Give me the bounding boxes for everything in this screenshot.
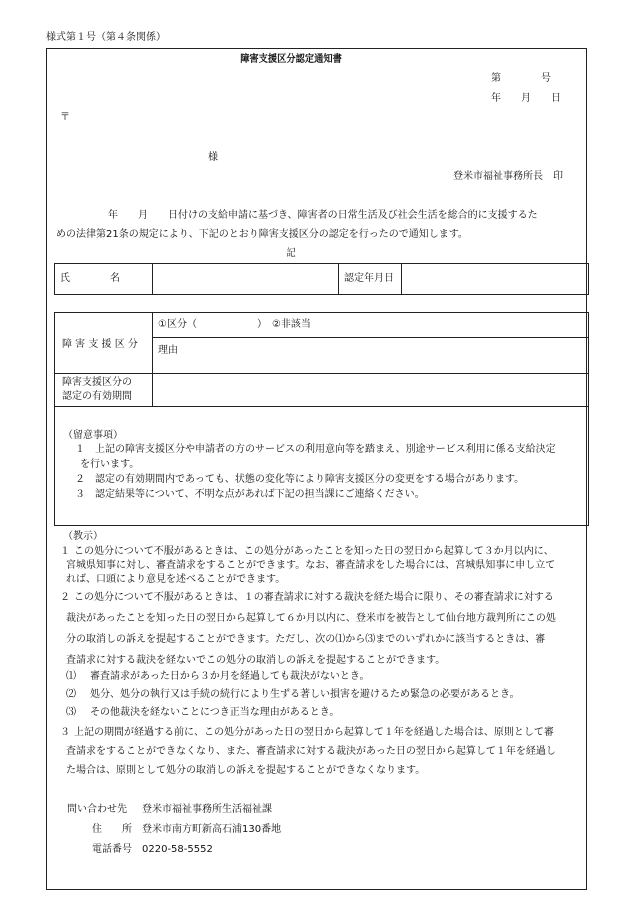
postal-mark: 〒 xyxy=(60,112,70,123)
note-1-text: 上記の障害支援区分や申請者の方のサービスの利用意向等を踏まえ、別途サービス利用に係る支給決定 xyxy=(95,444,556,455)
form-number: 様式第１号（第４条関係） xyxy=(46,32,166,43)
contact-phone-label: 電話番号 xyxy=(92,844,132,855)
subitem-1-text: 審査請求があった日から３か月を経過しても裁決がないとき。 xyxy=(90,671,370,682)
issuer-name: 登米市福祉事務所長 印 xyxy=(453,171,563,182)
note-2-text: 認定の有効期間内であっても、状態の変化等により障害支援区分の変更をする場合があります。 xyxy=(95,474,525,485)
instruction-3-line-2: 査請求をすることができなくなり、また、審査請求に対する裁決があった日の翌日から起算して１年を経過し xyxy=(66,746,556,757)
intro-line-2: めの法律第21条の規定により、下記のとおり障害支援区分の認定を行ったので通知します。 xyxy=(56,229,468,240)
instruction-2-line-3: 分の取消しの訴えを提起することができます。ただし、次の⑴から⑶までのいずれかに該当するときは、審 xyxy=(66,634,546,645)
issue-date: 年 月 日 xyxy=(491,93,561,104)
contact-dept-value: 登米市福祉事務所生活福祉課 xyxy=(142,804,272,815)
notes-heading: （留意事項） xyxy=(63,430,123,441)
subitem-3-text: その他裁決を経ないことにつき正当な理由があるとき。 xyxy=(90,707,340,718)
note-1-num: １ xyxy=(75,444,85,455)
instruction-3-line-1: 上記の期間が経過する前に、この処分があった日の翌日から起算して１年を経過した場合は、原則として審 xyxy=(74,727,554,738)
document-number: 第 号 xyxy=(491,73,551,84)
contact-dept-label: 問い合わせ先 xyxy=(67,804,127,815)
instruction-1-num: １ xyxy=(60,546,70,557)
instruction-3-num: ３ xyxy=(60,727,70,738)
support-category-choice[interactable]: ①区分（ ） ②非該当 xyxy=(158,319,311,330)
note-3-num: ３ xyxy=(75,489,85,500)
subitem-1-num: ⑴ xyxy=(66,671,76,682)
instruction-3-line-3: た場合は、原則として処分の取消しの訴えを提起することができなくなります。 xyxy=(66,765,426,776)
certification-date-label: 認定年月日 xyxy=(344,273,394,284)
subitem-2-text: 処分、処分の執行又は手続の続行により生ずる著しい損害を避けるため緊急の必要があるとき。 xyxy=(90,689,520,700)
intro-line-1: 年 月 日付けの支給申請に基づき、障害者の日常生活及び社会生活を総合的に支援するた xyxy=(108,210,538,221)
ki-heading: 記 xyxy=(286,248,296,259)
note-2-num: ２ xyxy=(75,474,85,485)
instruction-2-line-2: 裁決があったことを知った日の翌日から起算して６か月以内に、登米市を被告として仙台地方裁判所にこの処 xyxy=(66,613,556,624)
support-category-label: 障 害 支 援 区 分 xyxy=(62,339,138,350)
validity-period-label-1: 障害支援区分の xyxy=(62,377,132,388)
instruction-1-line-2: 宮城県知事に対し、審査請求をすることができます。なお、審査請求をした場合には、宮城県知事に申し立て xyxy=(66,560,556,571)
contact-address-value: 登米市南方町新高石浦130番地 xyxy=(142,824,282,835)
reason-label: 理由 xyxy=(158,345,178,356)
subitem-2-num: ⑵ xyxy=(66,689,76,700)
name-label: 氏 名 xyxy=(60,273,120,284)
instruction-2-line-1: この処分について不服があるときは、１の審査請求に対する裁決を経た場合に限り、その審査請求に対する xyxy=(74,592,554,603)
validity-period-label-2: 認定の有効期間 xyxy=(62,391,132,402)
note-3-text: 認定結果等について、不明な点があれば下記の担当課にご連絡ください。 xyxy=(95,489,425,500)
recipient-honorific: 様 xyxy=(208,152,218,163)
note-1-continued: を行います。 xyxy=(80,459,140,470)
instruction-2-line-4: 査請求に対する裁決を経ないでこの処分の取消しの訴えを提起することができます。 xyxy=(66,655,446,666)
contact-address-label: 住 所 xyxy=(92,824,132,835)
instruction-heading: （教示） xyxy=(63,531,103,542)
instruction-2-num: ２ xyxy=(60,592,70,603)
page-title: 障害支援区分認定通知書 xyxy=(240,54,342,65)
instruction-1-line-1: この処分について不服があるときは、この処分があったことを知った日の翌日から起算して３か月以内に、 xyxy=(74,546,554,557)
name-date-table xyxy=(54,263,589,295)
subitem-3-num: ⑶ xyxy=(66,707,76,718)
instruction-1-line-3: れば、口頭により意見を述べることができます。 xyxy=(66,574,286,585)
contact-phone-value[interactable]: 0220-58-5552 xyxy=(142,844,213,855)
